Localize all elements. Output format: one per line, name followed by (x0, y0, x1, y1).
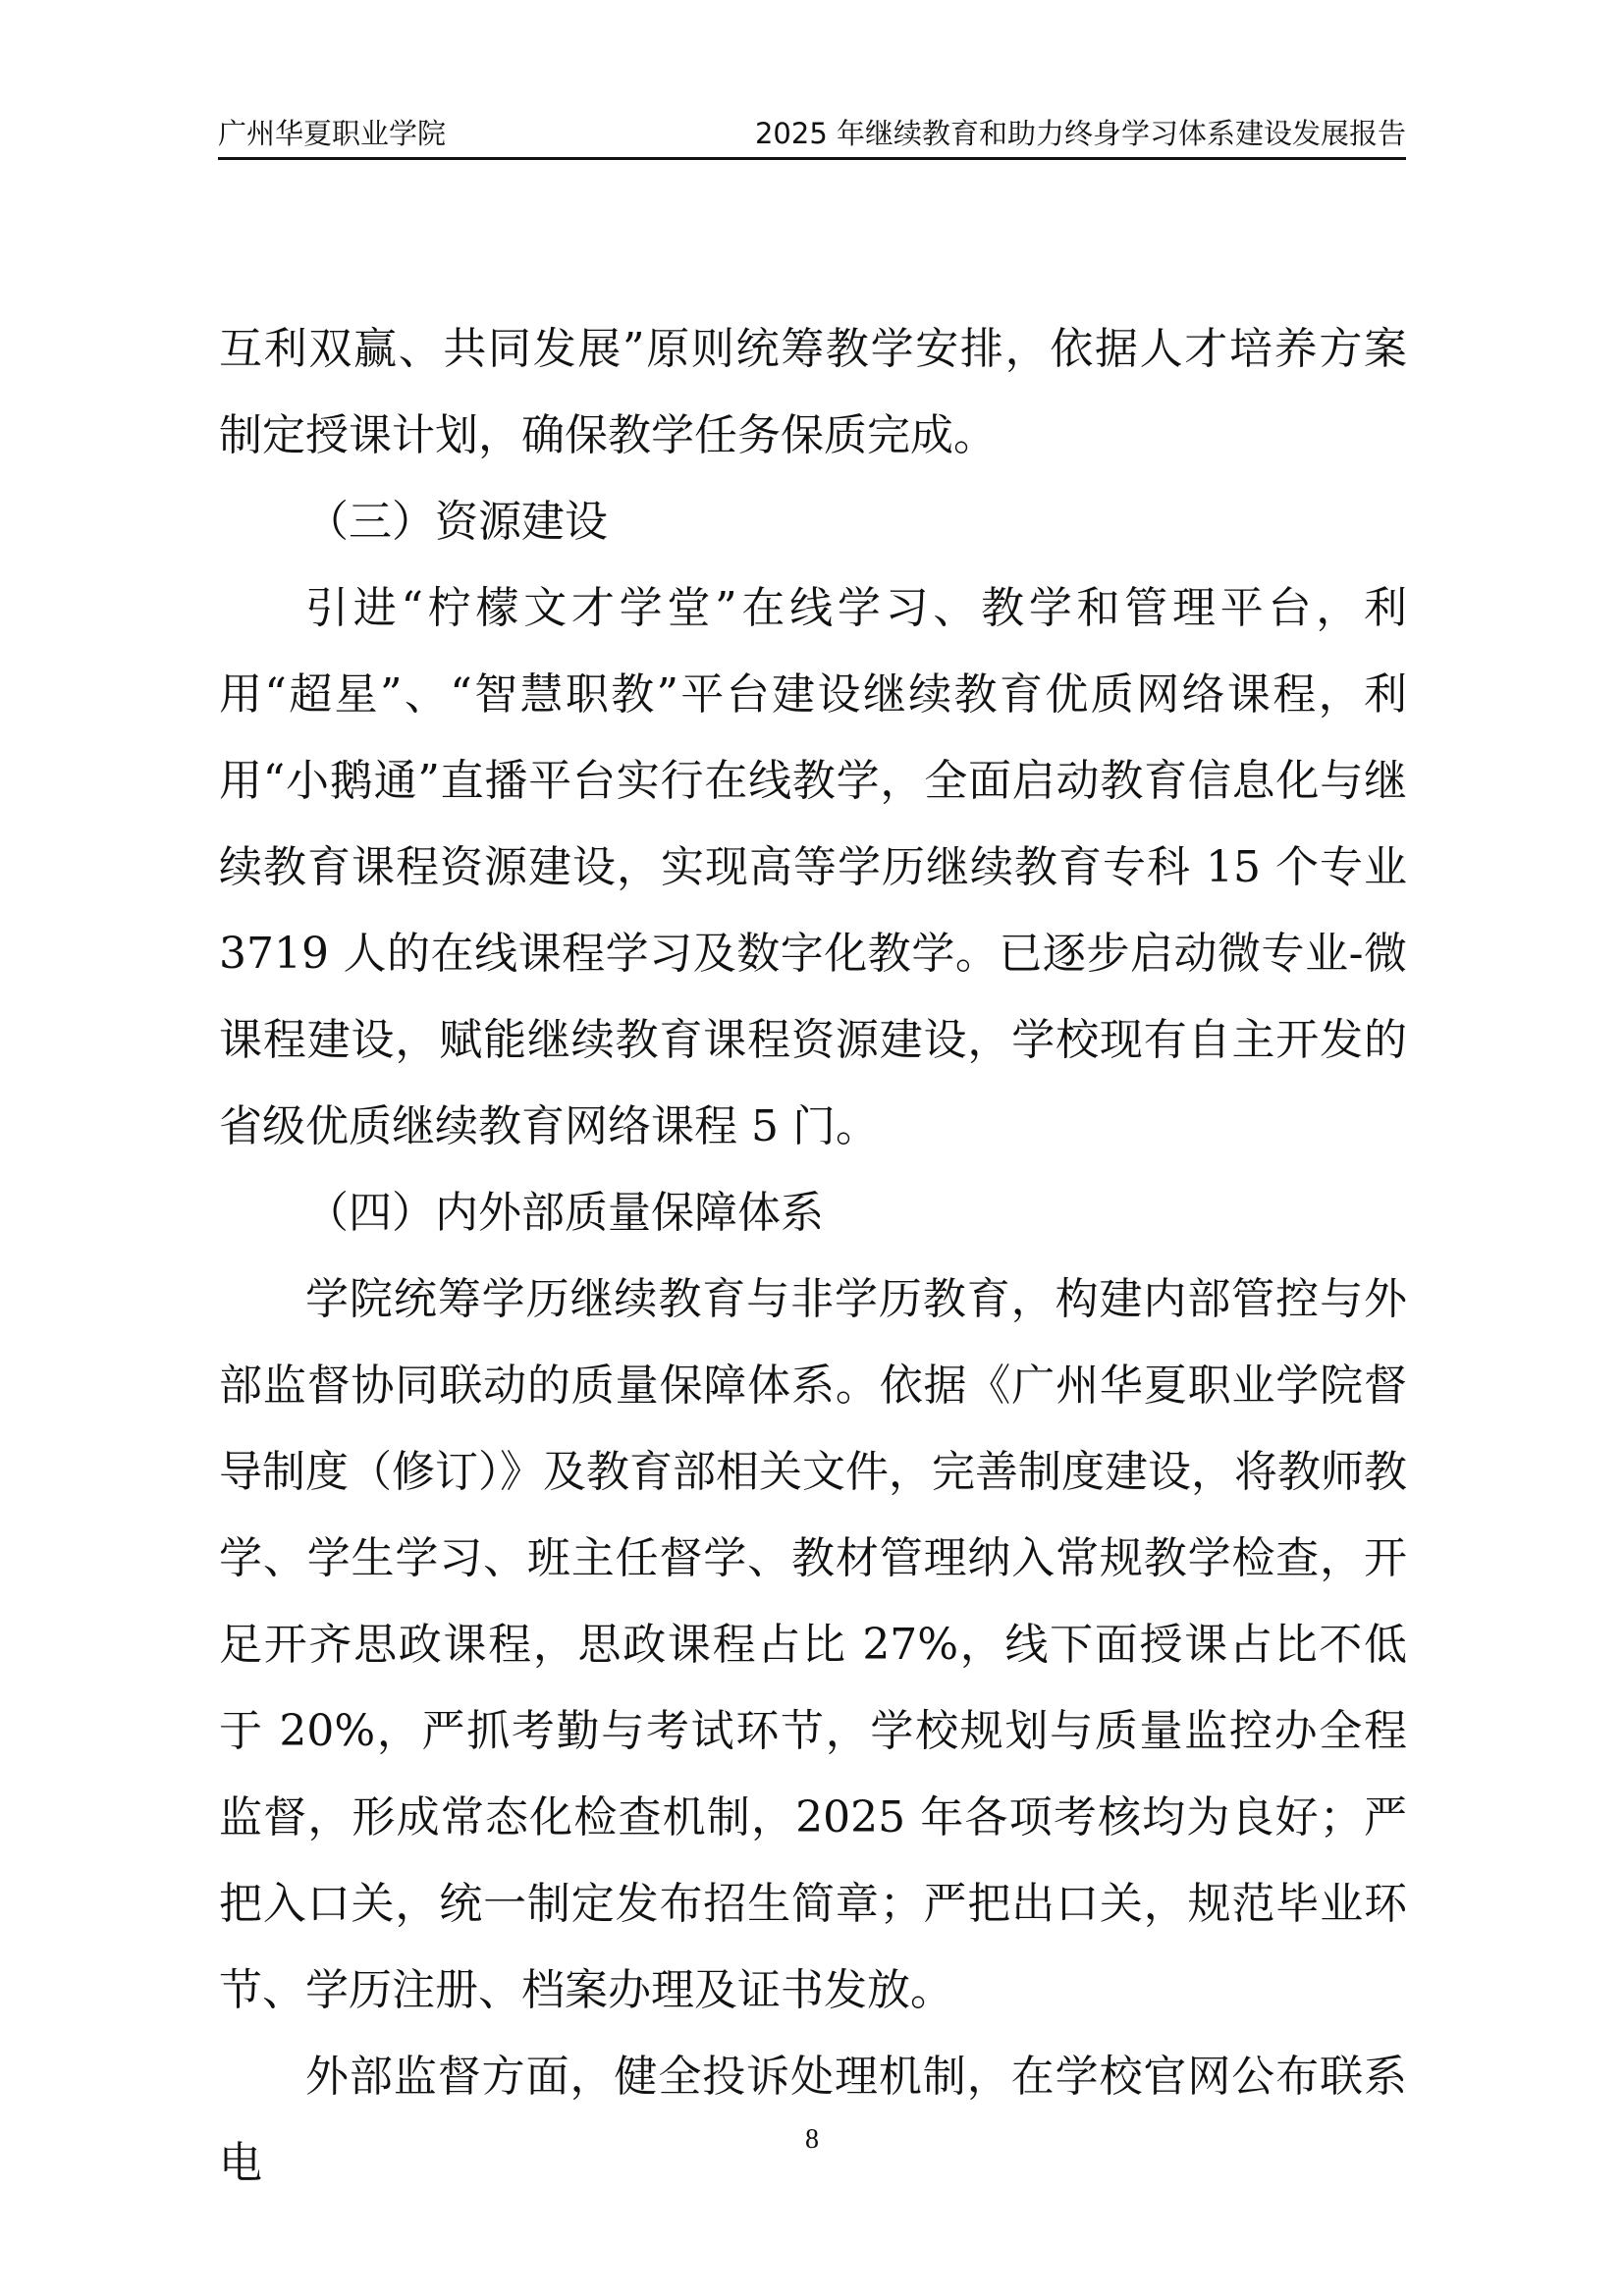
header-report-title: 2025 年继续教育和助力终身学习体系建设发展报告 (754, 117, 1406, 150)
body-paragraph-external-supervision: 外部监督方面，健全投诉处理机制，在学校官网公布联系电 (219, 2052, 1407, 2188)
page-number: 8 (805, 2124, 819, 2155)
body-paragraph-continued: 互利双赢、共同发展”原则统筹教学安排，依据人才培养方案制定授课计划，确保教学任务保质完成。 (219, 324, 1407, 460)
document-body (219, 306, 1407, 2207)
header-institution-name: 广州华夏职业学院 (218, 117, 447, 150)
body-paragraph-resources: 引进“柠檬文才学堂”在线学习、教学和管理平台，利用“超星”、“智慧职教”平台建设继续教育优质网络课程，利用“小鹅通”直播平台实行在线教学，全面启动教育信息化与继续教育课程资源建设，实现高等学历继续教育专科 15 个专业 3719 人的在线课程学习及数字化教学。已逐步启动微专业-微课程建设，赋能继续教育课程资源建设，学校现有自主开发的省级优质继续教育网络课程 5 门。 (219, 583, 1407, 1151)
section-heading-quality-assurance: （四）内外部质量保障体系 (305, 1188, 824, 1238)
page-header (218, 110, 1406, 160)
body-paragraph-quality-system: 学院统筹学历继续教育与非学历教育，构建内部管控与外部监督协同联动的质量保障体系。依据《广州华夏职业学院督导制度（修订）》及教育部相关文件，完善制度建设，将教师教学、学生学习、班主任督学、教材管理纳入常规教学检查，开足开齐思政课程，思政课程占比 27%，线下面授课占比不低于 20%，严抓考勤与考试环节，学校规划与质量监控办全程监督，形成常态化检查机制，2025 年各项考核均为良好；严把入口关，统一制定发布招生简章；严把出口关，规范毕业环节、学历注册、档案办理及证书发放。 (219, 1274, 1407, 2015)
section-heading-resource-construction: （三）资源建设 (305, 497, 608, 547)
